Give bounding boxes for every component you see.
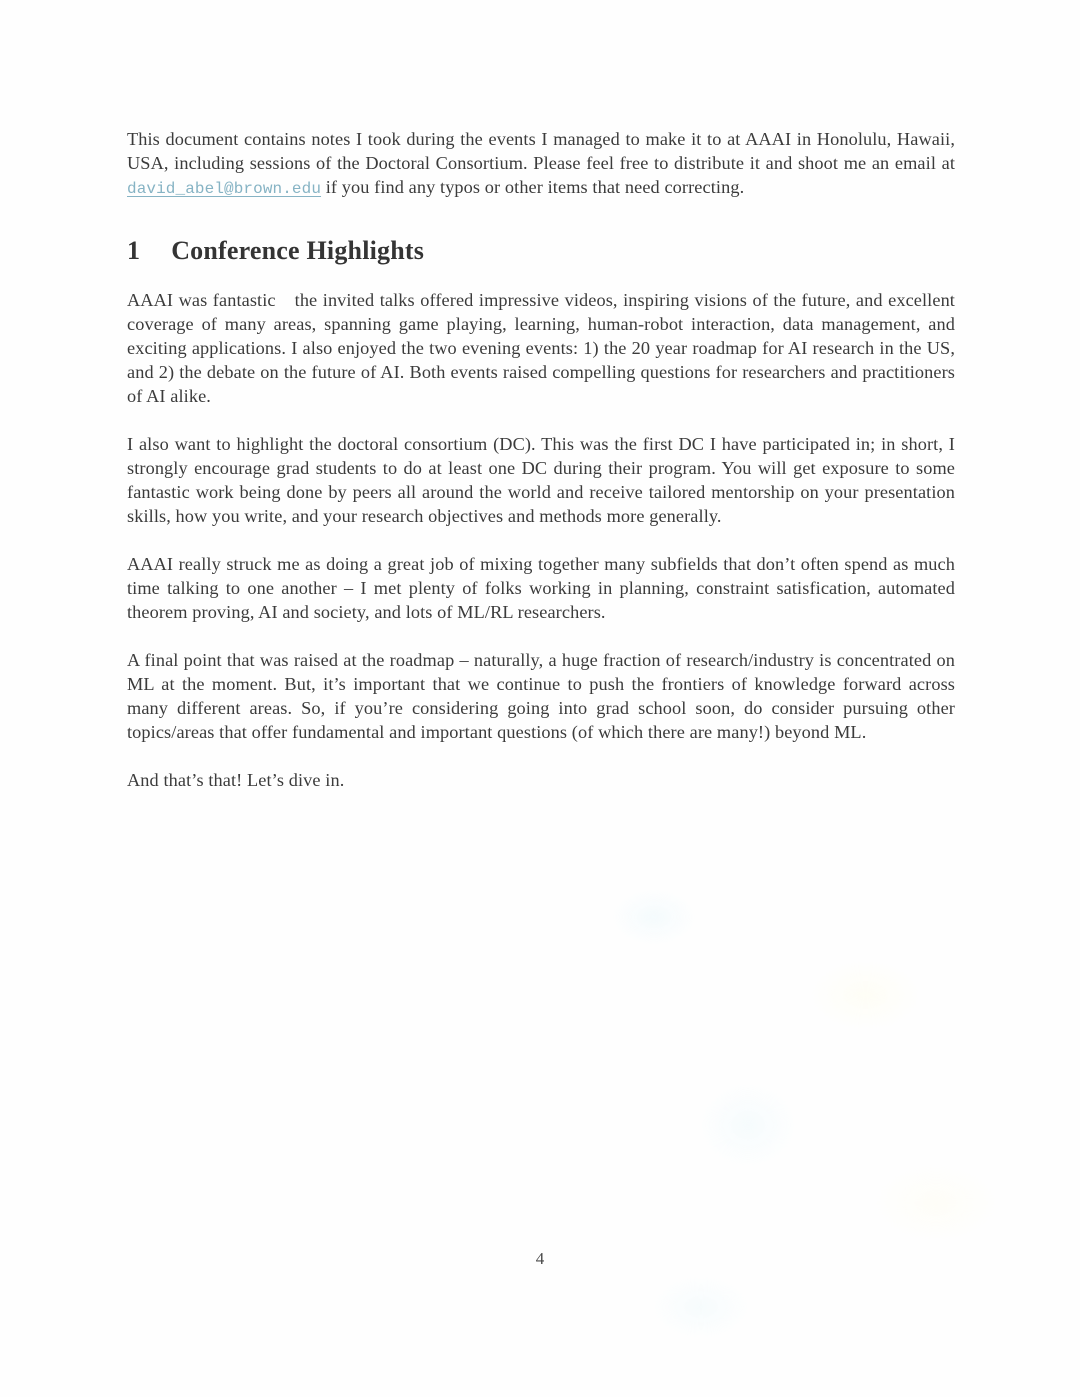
email-link[interactable]: david_abel@brown.edu: [127, 180, 322, 198]
page-number: 4: [535, 1249, 545, 1268]
paragraph: And that’s that! Let’s dive in.: [127, 770, 345, 790]
paragraph: AAAI really struck me as doing a great job of mixing together many subfields that don’t often spend as much time talking to one another – I met plenty of folks working in planning, constraint satisfication, automated theorem proving, AI and society, and lots of ML/RL researchers.: [127, 554, 955, 622]
paragraph: I also want to highlight the doctoral consortium (DC). This was the first DC I have participated in; in short, I strongly encourage grad students to do at least one DC during their program. You will get exposure to some fantastic work being done by peers all around the world and receive tailored mentorship on your presentation skills, how you write, and your research objectives and methods more generally.: [127, 434, 955, 526]
intro-text-before-link: This document contains notes I took during the events I managed to make it to at AAAI in Honolulu, Hawaii, USA, including sessions of the Doctoral Consortium. Please feel free to distribute it and shoot me an email at: [127, 129, 955, 173]
paragraph: [127, 288, 955, 408]
text-column: [127, 0, 955, 816]
section-title: Conference Highlights: [171, 236, 425, 265]
intro-text-after-link: if you find any typos or other items that need correcting.: [321, 177, 745, 197]
paragraph: A final point that was raised at the roadmap – naturally, a huge fraction of research/industry is concentrated on ML at the moment. But, it’s important that we continue to push the frontiers of knowledge forward across many different areas. So, if you’re considering going into grad school soon, do consider pursuing other topics/areas that offer fundamental and important questions (of which there are many!) beyond ML.: [127, 650, 955, 742]
section-heading: [127, 236, 955, 266]
intro-paragraph: [127, 127, 955, 201]
paragraph-text: AAAI was fantastic: [127, 290, 276, 310]
paragraph-text: the invited talks offered impressive videos, inspiring visions of the future, and excellent coverage of many areas, spanning game playing, learning, human-robot interaction, data management, and exciting applications. I also enjoyed the two evening events: 1) the 20 year roadmap for AI research in the US, and 2) the debate on the future of AI. Both events raised compelling questions for researchers and practitioners of AI alike.: [127, 290, 955, 406]
scan-bleed-artifact: [560, 865, 1030, 1385]
section-number: 1: [127, 236, 141, 265]
